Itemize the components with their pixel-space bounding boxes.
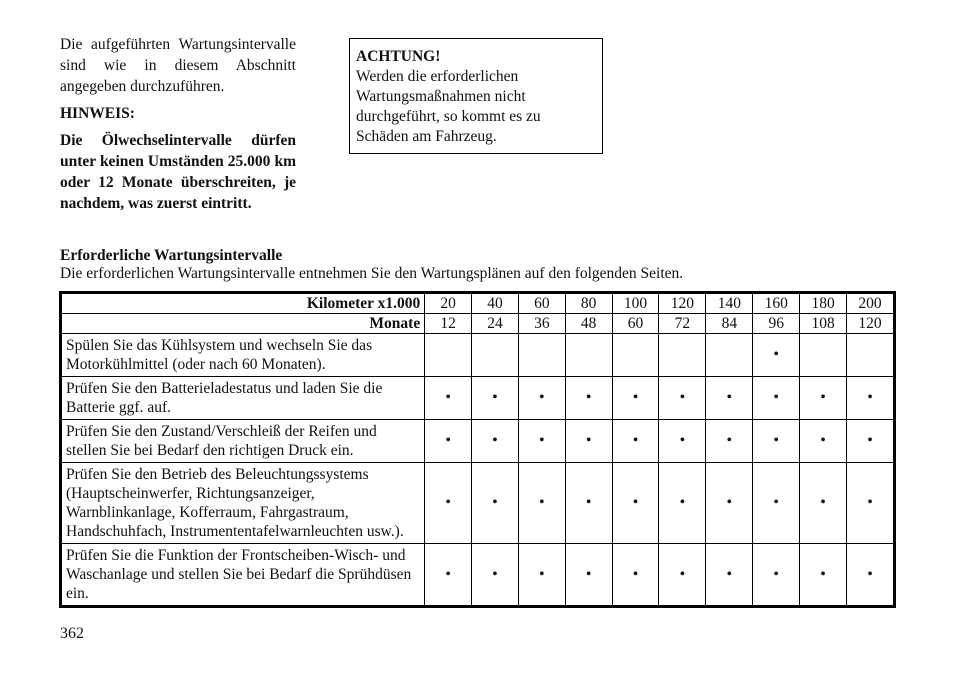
km-header-cell: 20: [425, 293, 472, 314]
interval-mark: •: [565, 377, 612, 420]
interval-mark: [706, 334, 753, 377]
interval-mark: •: [753, 544, 800, 607]
interval-mark: •: [565, 420, 612, 463]
interval-mark: •: [706, 463, 753, 544]
km-header-cell: 120: [659, 293, 706, 314]
km-header-row: [61, 293, 895, 314]
task-description: Prüfen Sie den Betrieb des Beleuchtungssystems (Hauptscheinwerfer, Richtungsanzeiger, Warnblinkanlage, Kofferraum, Fahrgastraum, Handschuhfach, Instrumententafelwarnleuchten usw.).: [61, 463, 425, 544]
months-header-cell: 120: [847, 314, 895, 334]
interval-mark: •: [659, 420, 706, 463]
months-header-row: [61, 314, 895, 334]
note-text: Die Ölwechselintervalle dürfen unter keinen Umständen 25.000 km oder 12 Monate überschreiten, je nachdem, was zuerst eintritt.: [60, 132, 296, 212]
interval-mark: •: [659, 544, 706, 607]
km-header-cell: 140: [706, 293, 753, 314]
interval-mark: •: [425, 544, 472, 607]
months-header-cell: 96: [753, 314, 800, 334]
interval-mark: •: [612, 420, 659, 463]
interval-mark: •: [800, 377, 847, 420]
interval-mark: •: [612, 463, 659, 544]
interval-mark: •: [472, 377, 519, 420]
warning-box: [349, 38, 603, 154]
months-header-cell: 108: [800, 314, 847, 334]
km-label: Kilometer x1.000: [61, 293, 425, 314]
interval-mark: [565, 334, 612, 377]
interval-mark: •: [800, 420, 847, 463]
interval-mark: [800, 334, 847, 377]
months-header-cell: 36: [518, 314, 565, 334]
interval-mark: •: [847, 463, 895, 544]
km-header-cell: 180: [800, 293, 847, 314]
interval-mark: •: [706, 544, 753, 607]
section-description: Die erforderlichen Wartungsintervalle entnehmen Sie den Wartungsplänen auf den folgenden Seiten.: [60, 265, 684, 282]
task-description: Prüfen Sie den Zustand/Verschleiß der Reifen und stellen Sie bei Bedarf den richtigen Druck ein.: [61, 420, 425, 463]
warning-title: ACHTUNG!: [356, 48, 441, 65]
interval-mark: •: [518, 544, 565, 607]
interval-mark: [659, 334, 706, 377]
interval-mark: [425, 334, 472, 377]
task-description: Prüfen Sie die Funktion der Frontscheiben-Wisch- und Waschanlage und stellen Sie bei Bedarf die Sprühdüsen ein.: [61, 544, 425, 607]
table-row: [61, 377, 895, 420]
table-row: [61, 544, 895, 607]
table-row: [61, 463, 895, 544]
interval-mark: •: [472, 463, 519, 544]
months-header-cell: 60: [612, 314, 659, 334]
interval-mark: •: [472, 420, 519, 463]
interval-mark: •: [565, 544, 612, 607]
km-header-cell: 80: [565, 293, 612, 314]
table-row: [61, 420, 895, 463]
interval-mark: •: [753, 334, 800, 377]
interval-mark: •: [565, 463, 612, 544]
table-row: [61, 334, 895, 377]
interval-mark: •: [753, 377, 800, 420]
km-header-cell: 100: [612, 293, 659, 314]
km-header-cell: 60: [518, 293, 565, 314]
km-header-cell: 40: [472, 293, 519, 314]
interval-mark: •: [518, 377, 565, 420]
warning-text: Werden die erforderlichen Wartungsmaßnahmen nicht durchgeführt, so kommt es zu Schäden am Fahrzeug.: [356, 68, 541, 145]
task-description: Spülen Sie das Kühlsystem und wechseln Sie das Motorkühlmittel (oder nach 60 Monaten).: [61, 334, 425, 377]
maintenance-schedule-table: [59, 291, 896, 608]
task-description: Prüfen Sie den Batterieladestatus und laden Sie die Batterie ggf. auf.: [61, 377, 425, 420]
interval-mark: •: [706, 420, 753, 463]
note-label: HINWEIS:: [60, 105, 135, 122]
interval-mark: [472, 334, 519, 377]
months-header-cell: 24: [472, 314, 519, 334]
interval-mark: •: [612, 544, 659, 607]
interval-mark: •: [847, 420, 895, 463]
interval-mark: •: [847, 377, 895, 420]
interval-mark: •: [800, 544, 847, 607]
interval-mark: •: [753, 420, 800, 463]
interval-mark: •: [425, 420, 472, 463]
interval-mark: •: [753, 463, 800, 544]
intro-paragraph: Die aufgeführten Wartungsintervalle sind wie in diesem Abschnitt angegeben durchzuführen.: [60, 36, 296, 95]
interval-mark: •: [472, 544, 519, 607]
interval-mark: •: [425, 463, 472, 544]
months-header-cell: 48: [565, 314, 612, 334]
interval-mark: •: [518, 463, 565, 544]
months-header-cell: 84: [706, 314, 753, 334]
interval-mark: •: [425, 377, 472, 420]
interval-mark: •: [518, 420, 565, 463]
months-label: Monate: [61, 314, 425, 334]
section-title: Erforderliche Wartungsintervalle: [60, 247, 283, 264]
km-header-cell: 160: [753, 293, 800, 314]
interval-mark: •: [847, 544, 895, 607]
intro-column: [60, 34, 296, 220]
months-header-cell: 12: [425, 314, 472, 334]
interval-mark: •: [706, 377, 753, 420]
km-header-cell: 200: [847, 293, 895, 314]
interval-mark: •: [800, 463, 847, 544]
interval-mark: •: [659, 377, 706, 420]
page-number: 362: [60, 625, 84, 642]
interval-mark: [518, 334, 565, 377]
interval-mark: •: [659, 463, 706, 544]
interval-mark: [612, 334, 659, 377]
interval-mark: •: [612, 377, 659, 420]
months-header-cell: 72: [659, 314, 706, 334]
interval-mark: [847, 334, 895, 377]
